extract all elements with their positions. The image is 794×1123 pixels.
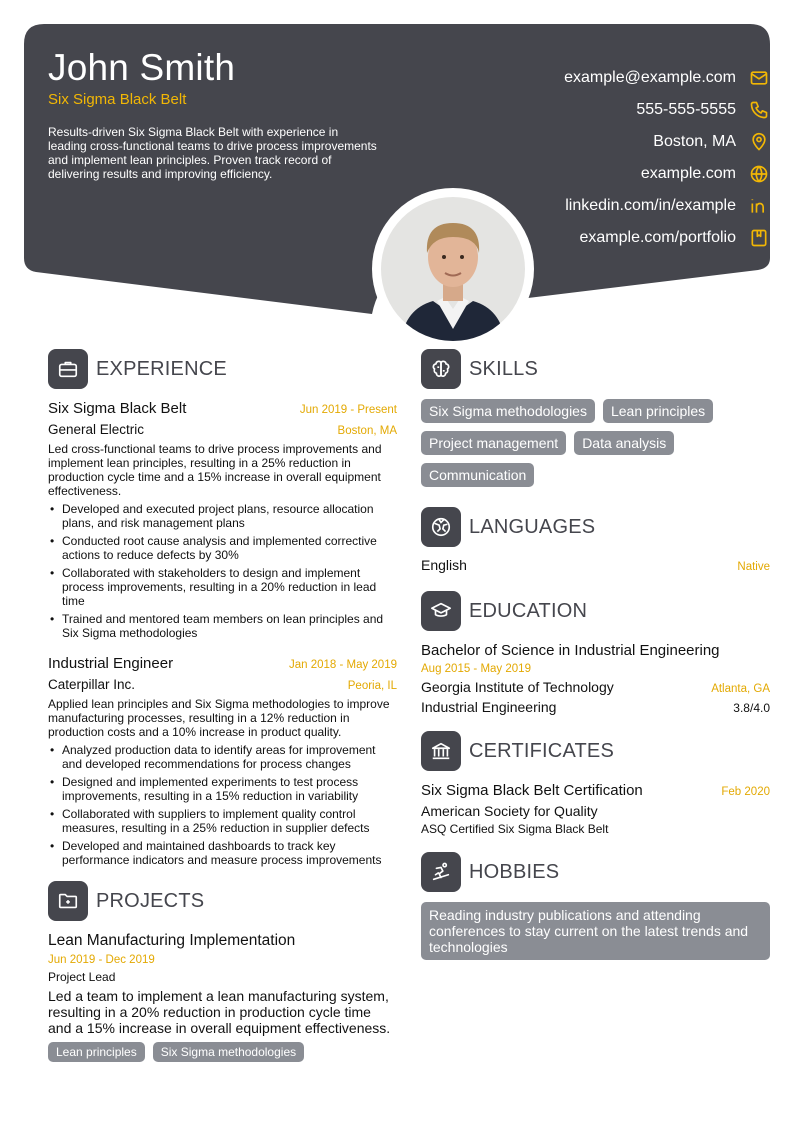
job-bullet: • Conducted root cause analysis and implemented corrective actions to reduce defects by 30%	[48, 534, 397, 562]
skill-tag: Project management	[421, 431, 566, 455]
globe-icon	[748, 163, 770, 185]
education-item	[421, 641, 770, 715]
company-name: General Electric	[48, 422, 145, 437]
project-item	[48, 931, 397, 1062]
education-dates: Aug 2015 - May 2019	[421, 663, 531, 675]
candidate-name: John Smith	[48, 47, 236, 88]
education-header	[421, 591, 770, 631]
job-bullet: • Collaborated with suppliers to implement quality control measures, resulting in a 25% reduction in supplier defects	[48, 807, 397, 835]
skills-list	[421, 399, 770, 487]
contact-portfolio-text[interactable]: example.com/portfolio	[579, 229, 736, 246]
certificate-name: Six Sigma Black Belt Certification	[421, 782, 643, 799]
experience-item	[48, 654, 397, 867]
language-name: English	[421, 557, 467, 573]
brain-icon	[421, 349, 461, 389]
job-location: Peoria, IL	[347, 680, 397, 692]
project-description: Led a team to implement a lean manufacturing system, resulting in a 20% reduction in production cycle time and a 15% increase in overall equipment effectiveness.	[48, 988, 391, 1036]
project-tag: Six Sigma methodologies	[153, 1042, 304, 1062]
contact-email[interactable]	[410, 62, 770, 94]
mail-icon	[748, 67, 770, 89]
job-dates: Jun 2019 - Present	[299, 404, 397, 416]
education-title: EDUCATION	[469, 599, 588, 622]
contact-website[interactable]	[410, 158, 770, 190]
job-bullet: • Developed and maintained dashboards to track key performance indicators and measure process improvements	[48, 839, 397, 867]
job-title: Industrial Engineer	[48, 655, 174, 672]
skiing-icon	[421, 852, 461, 892]
job-description: Led cross-functional teams to drive process improvements and implement lean principles, resulting in a 25% reduction in production cycle time and a 15% increase in overall equipment effectiveness.	[48, 442, 382, 498]
job-bullet: • Designed and implemented experiments to test process improvements, resulting in a 15% reduction in variability	[48, 775, 397, 803]
project-role: Project Lead	[48, 970, 116, 984]
language-icon	[421, 507, 461, 547]
skill-tag: Lean principles	[603, 399, 713, 423]
contact-location-text: Boston, MA	[653, 133, 736, 150]
certificate-detail: ASQ Certified Six Sigma Black Belt	[421, 822, 609, 836]
hobbies-title: HOBBIES	[469, 860, 560, 883]
institution-icon	[421, 731, 461, 771]
school-location: Atlanta, GA	[711, 683, 770, 695]
job-bullet: • Developed and executed project plans, resource allocation plans, and risk management plans	[48, 502, 397, 530]
portfolio-icon	[748, 227, 770, 249]
languages-header	[421, 507, 770, 547]
certificate-item	[421, 781, 770, 836]
right-column	[421, 349, 770, 960]
experience-header	[48, 349, 397, 389]
experience-item	[48, 399, 397, 640]
language-item	[421, 557, 770, 573]
skills-title: SKILLS	[469, 357, 539, 380]
skills-header	[421, 349, 770, 389]
languages-title: LANGUAGES	[469, 515, 596, 538]
certificate-issuer: American Society for Quality	[421, 803, 598, 819]
certificate-date: Feb 2020	[721, 786, 770, 798]
job-bullet: • Analyzed production data to identify areas for improvement and developed recommendations for process changes	[48, 743, 397, 771]
job-bullet: • Collaborated with stakeholders to design and implement process improvements, resulting in a 20% reduction in lead time	[48, 566, 397, 608]
project-title: Lean Manufacturing Implementation	[48, 932, 296, 949]
language-level: Native	[737, 561, 770, 573]
certificates-title: CERTIFICATES	[469, 739, 615, 762]
job-bullets	[48, 743, 397, 867]
contact-phone[interactable]	[410, 94, 770, 126]
folder-icon	[48, 881, 88, 921]
project-tags	[48, 1042, 397, 1062]
projects-header	[48, 881, 397, 921]
project-dates: Jun 2019 - Dec 2019	[48, 954, 155, 966]
left-column	[48, 349, 397, 1062]
company-name: Caterpillar Inc.	[48, 677, 136, 692]
field-of-study: Industrial Engineering	[421, 699, 557, 715]
job-description: Applied lean principles and Six Sigma methodologies to improve manufacturing processes, resulting in a 12% reduction in production costs and a 10% increase in product quality.	[48, 697, 390, 739]
contact-phone-text[interactable]: 555-555-5555	[636, 101, 736, 118]
skill-tag: Data analysis	[574, 431, 674, 455]
location-pin-icon	[748, 131, 770, 153]
gpa: 3.8/4.0	[733, 701, 770, 715]
projects-title: PROJECTS	[96, 889, 205, 912]
profile-photo	[381, 197, 525, 341]
skill-tag: Six Sigma methodologies	[421, 399, 595, 423]
contact-location	[410, 126, 770, 158]
hobby-item: Reading industry publications and attending conferences to stay current on the latest trends and technologies	[421, 902, 770, 960]
job-title: Six Sigma Black Belt	[48, 400, 187, 417]
school-name: Georgia Institute of Technology	[421, 679, 614, 695]
contact-email-text[interactable]: example@example.com	[564, 69, 736, 86]
job-bullet: • Trained and mentored team members on lean principles and Six Sigma methodologies	[48, 612, 397, 640]
job-location: Boston, MA	[337, 425, 397, 437]
degree: Bachelor of Science in Industrial Engineering	[421, 642, 720, 659]
avatar	[372, 188, 534, 350]
skill-tag: Communication	[421, 463, 534, 487]
candidate-title: Six Sigma Black Belt	[48, 91, 187, 108]
job-dates: Jan 2018 - May 2019	[288, 659, 397, 671]
contact-linkedin-text[interactable]: linkedin.com/in/example	[565, 197, 736, 214]
experience-title: EXPERIENCE	[96, 357, 227, 380]
briefcase-icon	[48, 349, 88, 389]
job-bullets	[48, 502, 397, 640]
hobbies-header	[421, 852, 770, 892]
graduation-cap-icon	[421, 591, 461, 631]
project-tag: Lean principles	[48, 1042, 145, 1062]
certificates-header	[421, 731, 770, 771]
linkedin-icon	[748, 195, 770, 217]
contact-website-text[interactable]: example.com	[640, 165, 736, 182]
summary-text: Results-driven Six Sigma Black Belt with experience in leading cross-functional teams to drive process improvements and implement lean principles. Proven track record of delivering results and improving efficiency.	[48, 125, 377, 181]
phone-icon	[748, 99, 770, 121]
